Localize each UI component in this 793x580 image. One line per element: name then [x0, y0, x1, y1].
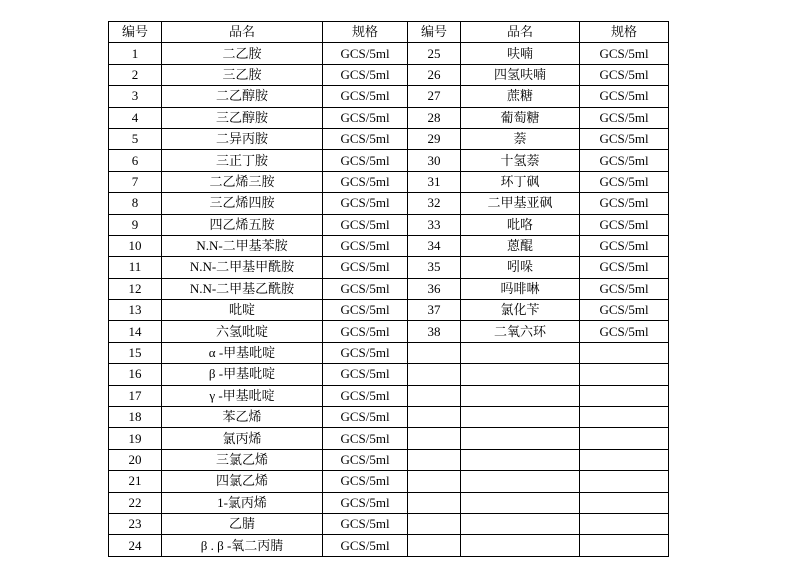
table-row: [109, 300, 669, 321]
left-name-cell: 吡啶: [162, 300, 323, 321]
left-spec-cell: GCS/5ml: [323, 300, 408, 321]
left-no-cell: 22: [109, 492, 162, 513]
left-no-cell: 6: [109, 150, 162, 171]
left-no-cell: 4: [109, 107, 162, 128]
right-no-cell: [408, 449, 461, 470]
left-no-cell: 7: [109, 171, 162, 192]
right-no-cell: 29: [408, 128, 461, 149]
left-no-cell: 8: [109, 193, 162, 214]
left-no-cell: 20: [109, 449, 162, 470]
right-spec-cell: [580, 342, 669, 363]
right-name-cell: [461, 342, 580, 363]
right-spec-cell: GCS/5ml: [580, 64, 669, 85]
left-spec-cell: GCS/5ml: [323, 257, 408, 278]
table-row: [109, 86, 669, 107]
table-row: [109, 321, 669, 342]
right-name-cell: [461, 492, 580, 513]
right-no-cell: 31: [408, 171, 461, 192]
right-spec-cell: GCS/5ml: [580, 107, 669, 128]
left-no-cell: 9: [109, 214, 162, 235]
right-name-cell: 氯化苄: [461, 300, 580, 321]
right-no-cell: [408, 342, 461, 363]
table-row: [109, 171, 669, 192]
right-spec-cell: GCS/5ml: [580, 278, 669, 299]
left-name-cell: α -甲基吡啶: [162, 342, 323, 363]
left-spec-cell: GCS/5ml: [323, 385, 408, 406]
right-no-cell: [408, 513, 461, 534]
right-name-cell: 蔗糖: [461, 86, 580, 107]
right-spec-cell: [580, 471, 669, 492]
left-spec-cell: GCS/5ml: [323, 342, 408, 363]
left-spec-cell: GCS/5ml: [323, 364, 408, 385]
left-no-cell: 10: [109, 235, 162, 256]
right-no-cell: 34: [408, 235, 461, 256]
right-name-cell: [461, 407, 580, 428]
table-row: [109, 535, 669, 556]
left-no-cell: 16: [109, 364, 162, 385]
left-spec-cell: GCS/5ml: [323, 64, 408, 85]
right-no-cell: [408, 407, 461, 428]
left-name-cell: 氯丙烯: [162, 428, 323, 449]
left-no-cell: 14: [109, 321, 162, 342]
left-spec-cell: GCS/5ml: [323, 43, 408, 64]
right-name-cell: [461, 428, 580, 449]
header-spec-right: 规格: [580, 22, 669, 43]
left-no-cell: 11: [109, 257, 162, 278]
right-no-cell: [408, 471, 461, 492]
right-no-cell: 37: [408, 300, 461, 321]
right-name-cell: 萘: [461, 128, 580, 149]
header-no-right: 编号: [408, 22, 461, 43]
left-name-cell: 四乙烯五胺: [162, 214, 323, 235]
header-name-left: 品名: [162, 22, 323, 43]
left-no-cell: 23: [109, 513, 162, 534]
right-spec-cell: [580, 492, 669, 513]
left-spec-cell: GCS/5ml: [323, 107, 408, 128]
right-spec-cell: [580, 385, 669, 406]
right-no-cell: 35: [408, 257, 461, 278]
left-spec-cell: GCS/5ml: [323, 535, 408, 556]
table-body: [109, 43, 669, 556]
right-name-cell: 四氢呋喃: [461, 64, 580, 85]
right-name-cell: 吡咯: [461, 214, 580, 235]
right-name-cell: 十氢萘: [461, 150, 580, 171]
left-name-cell: 乙腈: [162, 513, 323, 534]
right-spec-cell: GCS/5ml: [580, 321, 669, 342]
left-spec-cell: GCS/5ml: [323, 449, 408, 470]
table-row: [109, 64, 669, 85]
table-row: [109, 43, 669, 64]
right-no-cell: 28: [408, 107, 461, 128]
left-spec-cell: GCS/5ml: [323, 150, 408, 171]
header-name-right: 品名: [461, 22, 580, 43]
left-name-cell: 三氯乙烯: [162, 449, 323, 470]
right-spec-cell: [580, 535, 669, 556]
table-row: [109, 235, 669, 256]
right-spec-cell: GCS/5ml: [580, 128, 669, 149]
left-no-cell: 12: [109, 278, 162, 299]
left-name-cell: N.N-二甲基甲酰胺: [162, 257, 323, 278]
table-row: [109, 193, 669, 214]
left-spec-cell: GCS/5ml: [323, 471, 408, 492]
right-spec-cell: GCS/5ml: [580, 171, 669, 192]
table-row: [109, 257, 669, 278]
right-name-cell: [461, 513, 580, 534]
right-no-cell: 33: [408, 214, 461, 235]
header-spec-left: 规格: [323, 22, 408, 43]
left-name-cell: 二异丙胺: [162, 128, 323, 149]
table-row: [109, 407, 669, 428]
left-name-cell: 二乙醇胺: [162, 86, 323, 107]
left-name-cell: 六氢吡啶: [162, 321, 323, 342]
left-spec-cell: GCS/5ml: [323, 86, 408, 107]
right-name-cell: [461, 385, 580, 406]
right-spec-cell: GCS/5ml: [580, 43, 669, 64]
right-no-cell: 25: [408, 43, 461, 64]
left-spec-cell: GCS/5ml: [323, 513, 408, 534]
right-name-cell: 呋喃: [461, 43, 580, 64]
right-name-cell: [461, 471, 580, 492]
left-name-cell: β . β -氧二丙腈: [162, 535, 323, 556]
table-row: [109, 471, 669, 492]
right-no-cell: 26: [408, 64, 461, 85]
left-name-cell: 三乙醇胺: [162, 107, 323, 128]
right-no-cell: 30: [408, 150, 461, 171]
right-name-cell: 二氧六环: [461, 321, 580, 342]
left-name-cell: 二乙烯三胺: [162, 171, 323, 192]
right-spec-cell: GCS/5ml: [580, 235, 669, 256]
left-no-cell: 18: [109, 407, 162, 428]
left-name-cell: N.N-二甲基乙酰胺: [162, 278, 323, 299]
table-row: [109, 150, 669, 171]
right-name-cell: [461, 364, 580, 385]
left-spec-cell: GCS/5ml: [323, 407, 408, 428]
left-name-cell: γ -甲基吡啶: [162, 385, 323, 406]
left-name-cell: 1-氯丙烯: [162, 492, 323, 513]
right-spec-cell: GCS/5ml: [580, 300, 669, 321]
right-no-cell: [408, 364, 461, 385]
right-name-cell: [461, 535, 580, 556]
left-name-cell: 三乙烯四胺: [162, 193, 323, 214]
right-spec-cell: [580, 449, 669, 470]
left-no-cell: 15: [109, 342, 162, 363]
right-no-cell: 27: [408, 86, 461, 107]
right-spec-cell: [580, 428, 669, 449]
left-no-cell: 21: [109, 471, 162, 492]
right-name-cell: 蒽醌: [461, 235, 580, 256]
table-row: [109, 107, 669, 128]
table-row: [109, 385, 669, 406]
left-no-cell: 17: [109, 385, 162, 406]
header-no-left: 编号: [109, 22, 162, 43]
right-name-cell: [461, 449, 580, 470]
right-name-cell: 吗啡啉: [461, 278, 580, 299]
left-spec-cell: GCS/5ml: [323, 235, 408, 256]
reagent-spec-table: [108, 21, 669, 557]
right-name-cell: 二甲基亚砜: [461, 193, 580, 214]
right-no-cell: 32: [408, 193, 461, 214]
left-spec-cell: GCS/5ml: [323, 214, 408, 235]
table-row: [109, 342, 669, 363]
left-no-cell: 5: [109, 128, 162, 149]
left-no-cell: 1: [109, 43, 162, 64]
table-row: [109, 492, 669, 513]
table-row: [109, 214, 669, 235]
right-no-cell: 38: [408, 321, 461, 342]
right-spec-cell: GCS/5ml: [580, 150, 669, 171]
right-name-cell: 环丁砜: [461, 171, 580, 192]
right-spec-cell: [580, 364, 669, 385]
right-spec-cell: GCS/5ml: [580, 193, 669, 214]
left-name-cell: β -甲基吡啶: [162, 364, 323, 385]
right-spec-cell: GCS/5ml: [580, 86, 669, 107]
right-no-cell: [408, 428, 461, 449]
table-row: [109, 128, 669, 149]
right-spec-cell: [580, 407, 669, 428]
left-spec-cell: GCS/5ml: [323, 171, 408, 192]
right-no-cell: [408, 385, 461, 406]
left-name-cell: 苯乙烯: [162, 407, 323, 428]
header-row: [109, 22, 669, 43]
right-no-cell: [408, 535, 461, 556]
right-spec-cell: GCS/5ml: [580, 257, 669, 278]
table-row: [109, 513, 669, 534]
table-row: [109, 449, 669, 470]
left-spec-cell: GCS/5ml: [323, 428, 408, 449]
table-row: [109, 428, 669, 449]
left-no-cell: 19: [109, 428, 162, 449]
left-no-cell: 2: [109, 64, 162, 85]
left-spec-cell: GCS/5ml: [323, 278, 408, 299]
right-name-cell: 葡萄糖: [461, 107, 580, 128]
left-spec-cell: GCS/5ml: [323, 321, 408, 342]
left-spec-cell: GCS/5ml: [323, 492, 408, 513]
right-spec-cell: GCS/5ml: [580, 214, 669, 235]
left-spec-cell: GCS/5ml: [323, 128, 408, 149]
left-no-cell: 13: [109, 300, 162, 321]
left-name-cell: N.N-二甲基苯胺: [162, 235, 323, 256]
left-no-cell: 3: [109, 86, 162, 107]
left-name-cell: 四氯乙烯: [162, 471, 323, 492]
left-name-cell: 三正丁胺: [162, 150, 323, 171]
left-spec-cell: GCS/5ml: [323, 193, 408, 214]
right-spec-cell: [580, 513, 669, 534]
table-row: [109, 278, 669, 299]
right-no-cell: [408, 492, 461, 513]
left-name-cell: 三乙胺: [162, 64, 323, 85]
right-no-cell: 36: [408, 278, 461, 299]
left-no-cell: 24: [109, 535, 162, 556]
right-name-cell: 吲哚: [461, 257, 580, 278]
left-name-cell: 二乙胺: [162, 43, 323, 64]
table-row: [109, 364, 669, 385]
